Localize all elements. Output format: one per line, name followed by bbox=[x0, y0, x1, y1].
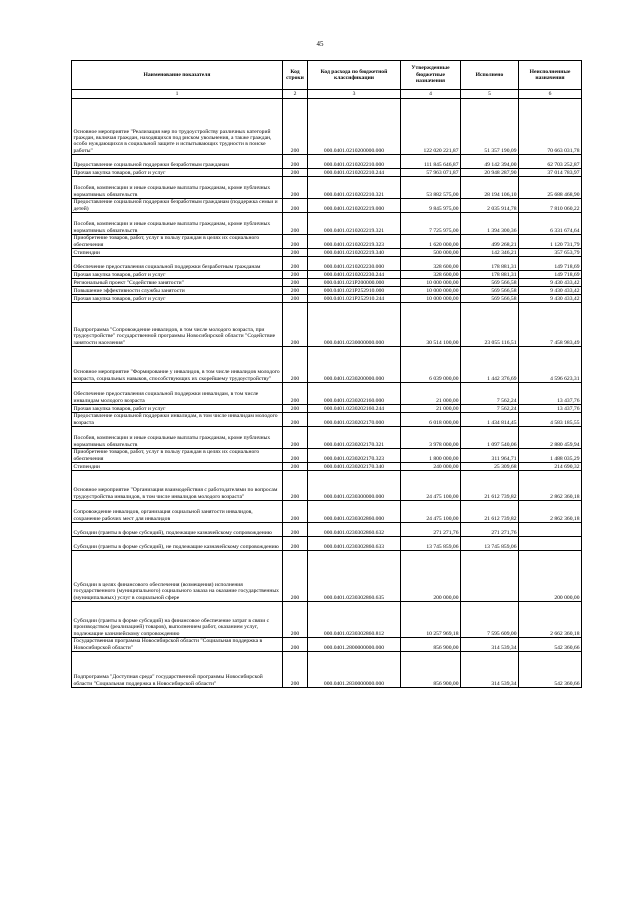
row-executed-amount: 311 964,71 bbox=[461, 449, 519, 463]
column-number: 2 bbox=[283, 90, 308, 99]
row-budget-code: 000.0401.0210202219.321 bbox=[308, 213, 401, 235]
page-number: 45 bbox=[316, 40, 324, 48]
row-budget-code: 000.0401.2830000000.000 bbox=[308, 652, 401, 688]
table-row bbox=[72, 405, 582, 413]
table-row bbox=[72, 271, 582, 279]
row-line-code: 200 bbox=[283, 551, 308, 602]
row-approved-amount: 21 000,00 bbox=[401, 405, 461, 413]
row-name: Предоставление социальной поддержки инвалидам, в том числе инвалидам молодого возраста bbox=[72, 413, 283, 427]
row-approved-amount: 10 000 000,00 bbox=[401, 287, 461, 295]
row-approved-amount: 1 620 000,00 bbox=[401, 235, 461, 249]
row-name: Субсидии (гранты в форме субсидий), подлежащие казначейскому сопровождению bbox=[72, 523, 283, 537]
row-line-code: 200 bbox=[283, 652, 308, 688]
row-name: Основное мероприятие "Реализация мер по трудоустройству различных категорий граждан, включая граждан, находящихся под риском увольнения, а также граждан, особо нуждающихся в социальной защите и испытывающих трудности в поиске работы" bbox=[72, 99, 283, 155]
row-budget-code: 000.0401.0230000000.000 bbox=[308, 303, 401, 347]
row-unexecuted-amount: 149 718,69 bbox=[519, 257, 582, 271]
table-row bbox=[72, 303, 582, 347]
table-row bbox=[72, 235, 582, 249]
row-unexecuted-amount: 7 458 983,49 bbox=[519, 303, 582, 347]
row-line-code: 200 bbox=[283, 638, 308, 652]
row-unexecuted-amount: 1 120 731,79 bbox=[519, 235, 582, 249]
table-body bbox=[72, 99, 582, 688]
table-row bbox=[72, 279, 582, 287]
row-line-code: 200 bbox=[283, 99, 308, 155]
row-line-code: 200 bbox=[283, 213, 308, 235]
header-line: Код строки bbox=[283, 61, 308, 90]
row-name: Предоставление социальной поддержки безработным гражданам (поддержка семьи и детей) bbox=[72, 199, 283, 213]
row-unexecuted-amount: 13 437,76 bbox=[519, 405, 582, 413]
row-name: Субсидии в целях финансового обеспечения (возмещения) исполнения государственного (муниципального) социального заказа на оказание государственных (муниципальных) услуг в социальной сфере bbox=[72, 551, 283, 602]
row-budget-code: 000.0401.0230302860.000 bbox=[308, 501, 401, 523]
row-unexecuted-amount: 357 653,79 bbox=[519, 249, 582, 257]
row-executed-amount: 1 097 540,06 bbox=[461, 427, 519, 449]
row-line-code: 200 bbox=[283, 235, 308, 249]
table-row bbox=[72, 213, 582, 235]
row-budget-code: 000.0401.0210202210.000 bbox=[308, 155, 401, 169]
row-name: Основное мероприятие "Формирование у инвалидов, в том числе инвалидов молодого возраста, социальных навыков, способствующих их скорейшему трудоустройству" bbox=[72, 347, 283, 383]
row-unexecuted-amount: 214 690,32 bbox=[519, 463, 582, 471]
table-row bbox=[72, 501, 582, 523]
row-executed-amount: 21 612 739,82 bbox=[461, 471, 519, 501]
row-name: Приобретение товаров, работ, услуг в пользу граждан в целях их социального обеспечения bbox=[72, 235, 283, 249]
row-executed-amount: 13 745 859,06 bbox=[461, 537, 519, 551]
row-name: Подпрограмма "Доступная среда" государственной программы Новосибирской области "Социальная поддержка в Новосибирской области" bbox=[72, 652, 283, 688]
row-approved-amount: 856 900,00 bbox=[401, 652, 461, 688]
row-executed-amount: 1 434 814,45 bbox=[461, 413, 519, 427]
table-row bbox=[72, 427, 582, 449]
table-row bbox=[72, 602, 582, 638]
row-line-code: 200 bbox=[283, 413, 308, 427]
row-executed-amount: 178 881,31 bbox=[461, 257, 519, 271]
column-number: 4 bbox=[401, 90, 461, 99]
row-executed-amount: 1 394 300,36 bbox=[461, 213, 519, 235]
row-unexecuted-amount: 9 430 433,42 bbox=[519, 279, 582, 287]
row-budget-code: 000.0401.0210202230.244 bbox=[308, 271, 401, 279]
row-executed-amount: 569 566,58 bbox=[461, 287, 519, 295]
row-name: Обеспечение предоставления социальной поддержки безработным гражданам bbox=[72, 257, 283, 271]
table-row bbox=[72, 449, 582, 463]
row-budget-code: 000.0401.0230202170.321 bbox=[308, 427, 401, 449]
row-line-code: 200 bbox=[283, 537, 308, 551]
table-row bbox=[72, 463, 582, 471]
row-executed-amount: 25 309,68 bbox=[461, 463, 519, 471]
row-executed-amount: 1 442 376,69 bbox=[461, 347, 519, 383]
row-approved-amount: 10 000 000,00 bbox=[401, 279, 461, 287]
row-budget-code: 000.0401.0230300000.000 bbox=[308, 471, 401, 501]
row-executed-amount: 314 539,34 bbox=[461, 652, 519, 688]
row-name: Субсидии (гранты в форме субсидий) на финансовое обеспечение затрат в связи с производством (реализацией) товаров), выполнением работ, оказанием услуг, подлежащие казначейскому сопровождению bbox=[72, 602, 283, 638]
column-number: 6 bbox=[519, 90, 582, 99]
row-line-code: 200 bbox=[283, 427, 308, 449]
row-line-code: 200 bbox=[283, 523, 308, 537]
table-row bbox=[72, 413, 582, 427]
row-approved-amount: 30 514 100,00 bbox=[401, 303, 461, 347]
row-line-code: 200 bbox=[283, 287, 308, 295]
row-approved-amount: 24 475 100,00 bbox=[401, 501, 461, 523]
row-name: Повышение эффективности службы занятости bbox=[72, 287, 283, 295]
row-line-code: 200 bbox=[283, 602, 308, 638]
row-approved-amount: 122 020 221,87 bbox=[401, 99, 461, 155]
row-line-code: 200 bbox=[283, 279, 308, 287]
row-unexecuted-amount: 62 703 252,87 bbox=[519, 155, 582, 169]
row-unexecuted-amount: 25 688 468,90 bbox=[519, 177, 582, 199]
row-line-code: 200 bbox=[283, 471, 308, 501]
row-name: Пособия, компенсации и иные социальные выплаты гражданам, кроме публичных нормативных обязательств bbox=[72, 427, 283, 449]
row-name: Стипендии bbox=[72, 249, 283, 257]
row-budget-code: 000.0401.0210200000.000 bbox=[308, 99, 401, 155]
row-budget-code: 000.0401.021P252910.244 bbox=[308, 295, 401, 303]
row-executed-amount bbox=[461, 551, 519, 602]
row-executed-amount: 28 194 106,10 bbox=[461, 177, 519, 199]
row-unexecuted-amount: 9 430 433,42 bbox=[519, 287, 582, 295]
column-number-row bbox=[72, 90, 582, 99]
row-line-code: 200 bbox=[283, 199, 308, 213]
row-name: Прочая закупка товаров, работ и услуг bbox=[72, 271, 283, 279]
row-name: Государственная программа Новосибирской области "Социальная поддержка в Новосибирской области" bbox=[72, 638, 283, 652]
row-budget-code: 000.0401.0230202160.000 bbox=[308, 383, 401, 405]
table-row bbox=[72, 177, 582, 199]
row-unexecuted-amount: 6 331 674,64 bbox=[519, 213, 582, 235]
row-name: Прочая закупка товаров, работ и услуг bbox=[72, 169, 283, 177]
row-name: Субсидии (гранты в форме субсидий), не подлежащие казначейскому сопровождению bbox=[72, 537, 283, 551]
row-unexecuted-amount: 2 662 360,18 bbox=[519, 602, 582, 638]
row-executed-amount: 569 566,58 bbox=[461, 279, 519, 287]
row-executed-amount: 20 948 287,90 bbox=[461, 169, 519, 177]
row-unexecuted-amount: 542 360,66 bbox=[519, 638, 582, 652]
row-budget-code: 000.0401.0230302860.635 bbox=[308, 551, 401, 602]
row-line-code: 200 bbox=[283, 383, 308, 405]
row-name: Пособия, компенсации и иные социальные выплаты гражданам, кроме публичных нормативных обязательств bbox=[72, 213, 283, 235]
row-name: Прочая закупка товаров, работ и услуг bbox=[72, 295, 283, 303]
row-name: Обеспечение предоставления социальной поддержки инвалидам, в том числе инвалидам молодого возраста bbox=[72, 383, 283, 405]
row-approved-amount: 10 000 000,00 bbox=[401, 295, 461, 303]
row-approved-amount: 271 271,76 bbox=[401, 523, 461, 537]
row-approved-amount: 6 018 000,00 bbox=[401, 413, 461, 427]
header-name: Наименование показателя bbox=[72, 61, 283, 90]
table-row bbox=[72, 652, 582, 688]
row-unexecuted-amount: 70 663 031,78 bbox=[519, 99, 582, 155]
header-executed: Исполнено bbox=[461, 61, 519, 90]
row-unexecuted-amount: 37 014 783,97 bbox=[519, 169, 582, 177]
row-budget-code: 000.0401.0210202230.000 bbox=[308, 257, 401, 271]
row-budget-code: 000.0401.2800000000.000 bbox=[308, 638, 401, 652]
row-executed-amount: 2 035 914,78 bbox=[461, 199, 519, 213]
row-budget-code: 000.0401.0230302860.632 bbox=[308, 523, 401, 537]
row-approved-amount: 7 725 975,00 bbox=[401, 213, 461, 235]
row-unexecuted-amount: 9 430 433,42 bbox=[519, 295, 582, 303]
table-row bbox=[72, 199, 582, 213]
row-executed-amount: 23 055 116,51 bbox=[461, 303, 519, 347]
row-executed-amount: 7 595 609,00 bbox=[461, 602, 519, 638]
row-unexecuted-amount: 7 810 060,22 bbox=[519, 199, 582, 213]
row-line-code: 200 bbox=[283, 169, 308, 177]
row-budget-code: 000.0401.0210202210.244 bbox=[308, 169, 401, 177]
row-executed-amount: 51 357 190,09 bbox=[461, 99, 519, 155]
row-unexecuted-amount: 149 718,69 bbox=[519, 271, 582, 279]
row-line-code: 200 bbox=[283, 463, 308, 471]
row-approved-amount: 200 000,00 bbox=[401, 551, 461, 602]
table-row bbox=[72, 537, 582, 551]
table-row bbox=[72, 523, 582, 537]
row-budget-code: 000.0401.0210202219.323 bbox=[308, 235, 401, 249]
row-line-code: 200 bbox=[283, 249, 308, 257]
row-unexecuted-amount: 4 596 623,31 bbox=[519, 347, 582, 383]
row-executed-amount: 569 566,58 bbox=[461, 295, 519, 303]
row-unexecuted-amount: 13 437,76 bbox=[519, 383, 582, 405]
row-budget-code: 000.0401.0230302860.812 bbox=[308, 602, 401, 638]
table-row bbox=[72, 638, 582, 652]
row-line-code: 200 bbox=[283, 501, 308, 523]
column-number: 1 bbox=[72, 90, 283, 99]
row-approved-amount: 9 845 975,00 bbox=[401, 199, 461, 213]
row-executed-amount: 7 562,24 bbox=[461, 405, 519, 413]
table-row bbox=[72, 471, 582, 501]
row-approved-amount: 6 039 000,00 bbox=[401, 347, 461, 383]
row-name: Прочая закупка товаров, работ и услуг bbox=[72, 405, 283, 413]
table-row bbox=[72, 383, 582, 405]
row-approved-amount: 328 600,00 bbox=[401, 257, 461, 271]
row-budget-code: 000.0401.0210202219.000 bbox=[308, 199, 401, 213]
row-approved-amount: 53 882 575,00 bbox=[401, 177, 461, 199]
row-executed-amount: 314 539,34 bbox=[461, 638, 519, 652]
row-budget-code: 000.0401.0230202170.000 bbox=[308, 413, 401, 427]
row-line-code: 200 bbox=[283, 449, 308, 463]
row-name: Региональный проект "Содействие занятости" bbox=[72, 279, 283, 287]
row-name: Предоставление социальной поддержки безработным гражданам bbox=[72, 155, 283, 169]
header-unexecuted: Неисполненные назначения bbox=[519, 61, 582, 90]
row-name: Подпрограмма "Сопровождение инвалидов, в том числе молодого возраста, при трудоустройстве" государственной программы Новосибирской области "Содействие занятости населения" bbox=[72, 303, 283, 347]
row-budget-code: 000.0401.021P200000.000 bbox=[308, 279, 401, 287]
row-line-code: 200 bbox=[283, 257, 308, 271]
column-number: 3 bbox=[308, 90, 401, 99]
row-approved-amount: 240 000,00 bbox=[401, 463, 461, 471]
row-approved-amount: 3 978 000,00 bbox=[401, 427, 461, 449]
row-budget-code: 000.0401.0230202170.340 bbox=[308, 463, 401, 471]
row-approved-amount: 1 800 000,00 bbox=[401, 449, 461, 463]
row-approved-amount: 328 600,00 bbox=[401, 271, 461, 279]
row-budget-code: 000.0401.0210202210.321 bbox=[308, 177, 401, 199]
row-approved-amount: 856 900,00 bbox=[401, 638, 461, 652]
row-budget-code: 000.0401.0230202170.323 bbox=[308, 449, 401, 463]
row-line-code: 200 bbox=[283, 155, 308, 169]
table-row bbox=[72, 169, 582, 177]
row-approved-amount: 24 475 100,00 bbox=[401, 471, 461, 501]
row-unexecuted-amount bbox=[519, 537, 582, 551]
row-budget-code: 000.0401.0230202160.244 bbox=[308, 405, 401, 413]
row-executed-amount: 21 612 739,82 bbox=[461, 501, 519, 523]
row-name: Сопровождение инвалидов, организация социальной занятости инвалидов, сохранение рабочих мест для инвалидов bbox=[72, 501, 283, 523]
table-row bbox=[72, 257, 582, 271]
row-unexecuted-amount: 4 583 185,55 bbox=[519, 413, 582, 427]
row-budget-code: 000.0401.0230302860.633 bbox=[308, 537, 401, 551]
row-approved-amount: 500 000,00 bbox=[401, 249, 461, 257]
row-line-code: 200 bbox=[283, 177, 308, 199]
table-row bbox=[72, 249, 582, 257]
row-approved-amount: 21 000,00 bbox=[401, 383, 461, 405]
header-code: Код расхода по бюджетной классификации bbox=[308, 61, 401, 90]
row-executed-amount: 271 271,76 bbox=[461, 523, 519, 537]
table-row bbox=[72, 287, 582, 295]
row-budget-code: 000.0401.021P252910.000 bbox=[308, 287, 401, 295]
row-executed-amount: 49 142 394,00 bbox=[461, 155, 519, 169]
row-unexecuted-amount: 1 488 035,29 bbox=[519, 449, 582, 463]
table-row bbox=[72, 295, 582, 303]
row-line-code: 200 bbox=[283, 405, 308, 413]
row-unexecuted-amount: 2 880 459,94 bbox=[519, 427, 582, 449]
row-unexecuted-amount: 542 360,66 bbox=[519, 652, 582, 688]
row-unexecuted-amount: 2 862 360,18 bbox=[519, 471, 582, 501]
row-budget-code: 000.0401.0230200000.000 bbox=[308, 347, 401, 383]
row-approved-amount: 57 963 071,87 bbox=[401, 169, 461, 177]
row-name: Пособия, компенсации и иные социальные выплаты гражданам, кроме публичных нормативных обязательств bbox=[72, 177, 283, 199]
row-name: Стипендии bbox=[72, 463, 283, 471]
row-unexecuted-amount: 2 862 360,18 bbox=[519, 501, 582, 523]
row-approved-amount: 111 845 646,87 bbox=[401, 155, 461, 169]
row-executed-amount: 142 346,21 bbox=[461, 249, 519, 257]
row-executed-amount: 7 562,24 bbox=[461, 383, 519, 405]
table-row bbox=[72, 155, 582, 169]
row-executed-amount: 178 881,31 bbox=[461, 271, 519, 279]
row-executed-amount: 499 268,21 bbox=[461, 235, 519, 249]
row-name: Приобретение товаров, работ, услуг в пользу граждан в целях их социального обеспечения bbox=[72, 449, 283, 463]
row-unexecuted-amount: 200 000,00 bbox=[519, 551, 582, 602]
row-line-code: 200 bbox=[283, 347, 308, 383]
table-row bbox=[72, 347, 582, 383]
row-unexecuted-amount bbox=[519, 523, 582, 537]
row-budget-code: 000.0401.0210202219.340 bbox=[308, 249, 401, 257]
row-name: Основное мероприятие "Организация взаимодействия с работодателями по вопросам трудоустройства инвалидов, в том числе инвалидов молодого возраста" bbox=[72, 471, 283, 501]
header-approved: Утвержденные бюджетные назначения bbox=[401, 61, 461, 90]
budget-execution-table bbox=[71, 60, 582, 688]
row-line-code: 200 bbox=[283, 295, 308, 303]
column-number: 5 bbox=[461, 90, 519, 99]
table-row bbox=[72, 99, 582, 155]
row-approved-amount: 10 257 969,18 bbox=[401, 602, 461, 638]
row-line-code: 200 bbox=[283, 271, 308, 279]
row-approved-amount: 13 745 859,06 bbox=[401, 537, 461, 551]
row-line-code: 200 bbox=[283, 303, 308, 347]
header-row bbox=[72, 61, 582, 90]
table-row bbox=[72, 551, 582, 602]
